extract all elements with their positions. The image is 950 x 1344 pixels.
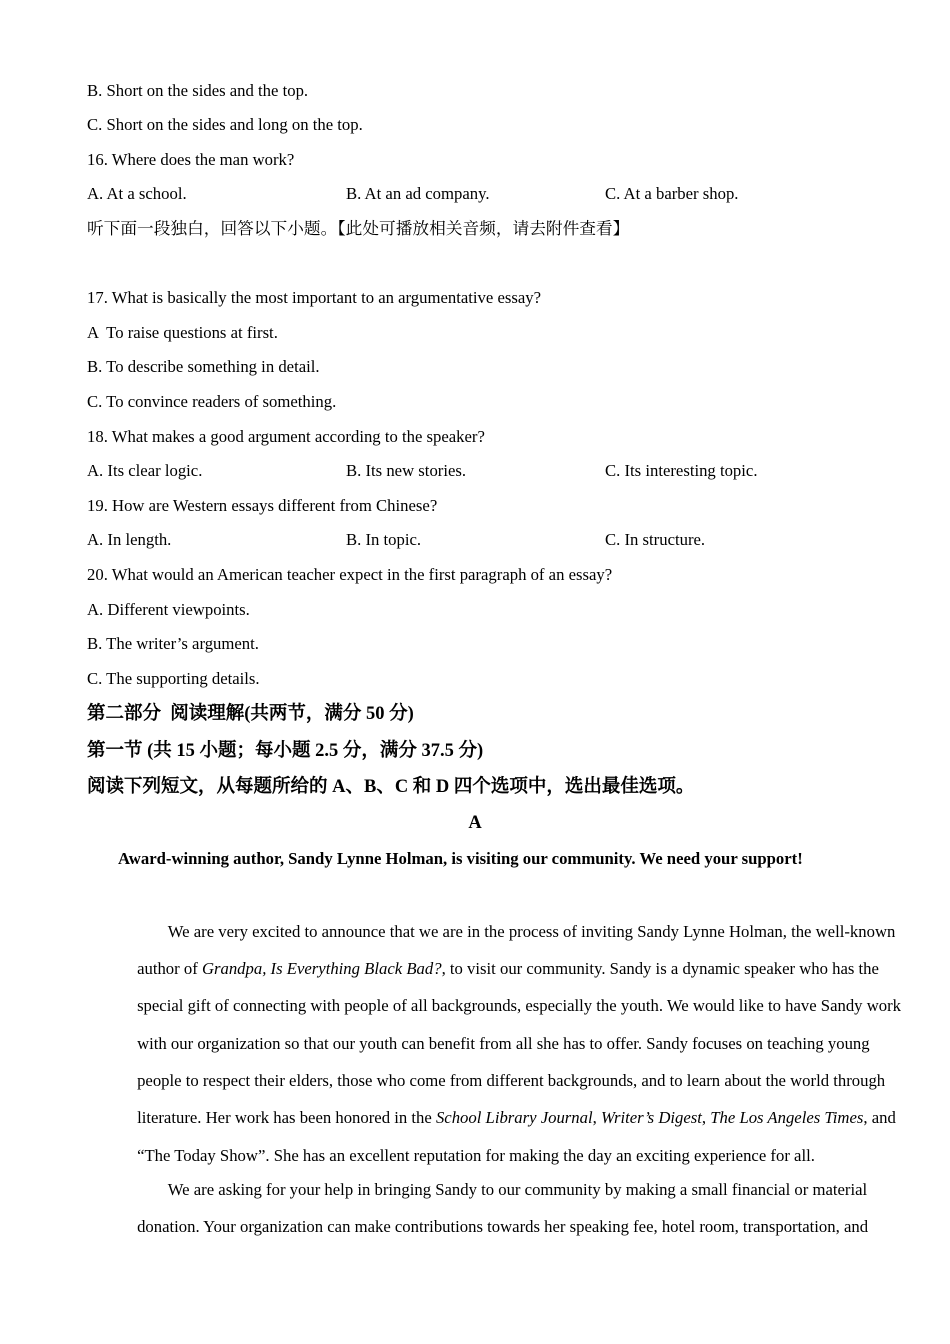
- publication-title: Writer’s Digest: [600, 1108, 702, 1128]
- line-text: We are very excited to announce that we are in the process of inviting Sandy Lynne Holman, the well-known: [167, 921, 896, 941]
- reading-instruction: 阅读下列短文，从每题所给的 A、B、C 和 D 四个选项中，选出最佳选项。: [87, 776, 695, 797]
- line-text: author of: [137, 959, 202, 979]
- q19-option-a: A. In length.: [87, 530, 172, 550]
- book-title: Grandpa, Is Everything Black Bad?: [201, 959, 442, 979]
- passage-label: A: [468, 813, 482, 834]
- q19-question-text: 19. How are Western essays different from Chinese?: [87, 495, 438, 515]
- passage-a: [87, 805, 901, 1237]
- line-text: literature. Her work has been honored in the: [137, 1108, 436, 1128]
- q18-question-text: 18. What makes a good argument according to the speaker?: [87, 426, 485, 446]
- q16-option-a: A. At a school.: [87, 184, 187, 204]
- line-text: special gift of connecting with people of all backgrounds, especially the youth. We would like to have Sandy work: [137, 996, 901, 1016]
- line-text: people to respect their elders, those who come from different backgrounds, and to learn about the world through: [137, 1071, 886, 1091]
- passage-headline: Award-winning author, Sandy Lynne Holman, is visiting our community. We need your support!: [118, 848, 803, 868]
- q19-option-b: B. In topic.: [346, 530, 422, 550]
- separator: ,: [592, 1108, 601, 1128]
- line-text: We are asking for your help in bringing Sandy to our community by making a small financial or material: [167, 1179, 868, 1199]
- q20-option-c: C. The supporting details.: [87, 668, 260, 688]
- question-16: [87, 143, 863, 212]
- separator: ,: [701, 1108, 711, 1128]
- question-20: [87, 558, 863, 696]
- q17-option-b: B. To describe something in detail.: [87, 357, 320, 377]
- q15-option-b: B. Short on the sides and the top.: [87, 80, 309, 100]
- part-two-heading: 第二部分 阅读理解(共两节，满分 50 分): [87, 704, 414, 725]
- question-15-remaining-options: [87, 74, 863, 143]
- question-18: [87, 420, 863, 489]
- line-text: donation. Your organization can make contributions towards her speaking fee, hotel room, transportation, and: [137, 1217, 869, 1237]
- publication-title: School Library Journal: [435, 1108, 593, 1128]
- reading-section: [87, 696, 901, 1237]
- paragraph-line: [87, 876, 896, 941]
- q17-question-text: 17. What is basically the most important to an argumentative essay?: [87, 288, 542, 308]
- q18-option-b: B. Its new stories.: [346, 461, 467, 481]
- line-text: , and: [863, 1108, 896, 1128]
- q17-option-a: A To raise questions at first.: [87, 322, 278, 342]
- q20-question-text: 20. What would an American teacher expect in the first paragraph of an essay?: [87, 565, 613, 584]
- question-19: [87, 489, 863, 558]
- q18-option-a: A. Its clear logic.: [87, 461, 203, 481]
- section-one-heading: 第一节 (共 15 小题；每小题 2.5 分，满分 37.5 分): [87, 740, 484, 761]
- q20-option-a: A. Different viewpoints.: [87, 599, 250, 619]
- q16-option-c: C. At a barber shop.: [605, 184, 739, 204]
- listening-section: [87, 74, 863, 697]
- page-content: [87, 74, 901, 1237]
- q19-option-c: C. In structure.: [605, 530, 706, 550]
- q16-options: [87, 177, 863, 212]
- q18-option-c: C. Its interesting topic.: [605, 461, 758, 481]
- q19-options: [87, 523, 863, 558]
- q16-option-b: B. At an ad company.: [346, 184, 490, 204]
- q15-option-c: C. Short on the sides and long on the top.: [87, 115, 363, 135]
- q16-question-text: 16. Where does the man work?: [87, 149, 295, 169]
- line-text: “The Today Show”. She has an excellent reputation for making the day an exciting experience for all.: [137, 1145, 815, 1165]
- q20-option-b: B. The writer’s argument.: [87, 634, 259, 654]
- q18-options: [87, 454, 863, 489]
- line-text: with our organization so that our youth can benefit from all she has to offer. Sandy focuses on teaching young: [137, 1033, 870, 1053]
- line-text: , to visit our community. Sandy is a dynamic speaker who has the: [441, 959, 879, 979]
- question-17: [87, 281, 863, 419]
- passage-paragraph-1: [87, 876, 901, 1165]
- publication-title: The Los Angeles Times: [710, 1108, 864, 1128]
- monologue-instruction: 听下面一段独白，回答以下小题。【此处可播放相关音频，请去附件查看】: [87, 219, 630, 239]
- q17-option-c: C. To convince readers of something.: [87, 392, 337, 412]
